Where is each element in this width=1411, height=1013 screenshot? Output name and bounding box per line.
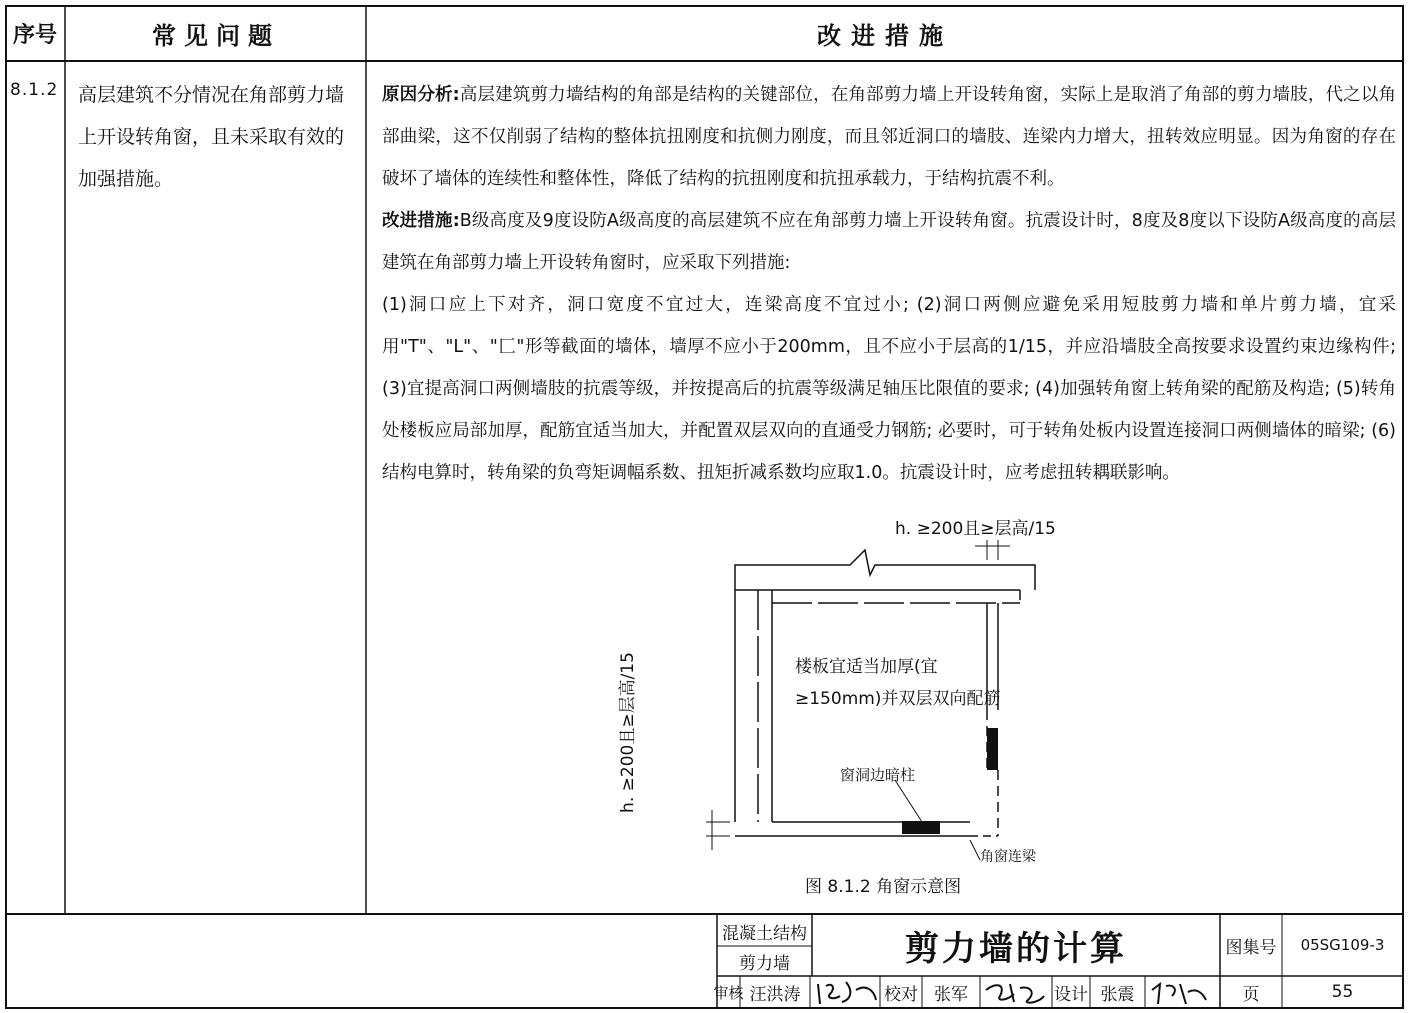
side-dimension-label: h. ≥200且≥层高/15 <box>617 652 638 813</box>
wall-end-column <box>987 728 998 770</box>
atlas-number: 05SG109-3 <box>1300 936 1385 954</box>
page-label: 页 <box>1242 984 1260 1005</box>
measure-label: 改进措施: <box>382 211 460 231</box>
header-seq: 序号 <box>12 22 57 48</box>
cause-paragraph <box>382 74 1396 200</box>
reviewer-name: 汪洪涛 <box>749 984 801 1005</box>
header-problem: 常见问题 <box>152 21 280 50</box>
problem-description: 高层建筑不分情况在角部剪力墙上开设转角窗，且未采取有效的加强措施。 <box>78 84 345 190</box>
window-edge-column <box>902 821 940 834</box>
top-dimension-label: h. ≥200且≥层高/15 <box>895 519 1056 539</box>
row-seq-number: 8.1.2 <box>10 80 59 100</box>
drawing-title: 剪力墙的计算 <box>905 928 1127 969</box>
atlas-number-label: 图集号 <box>1225 937 1277 958</box>
column-note: 窗洞边暗柱 <box>840 766 916 784</box>
slab-note-line-1: 楼板宜适当加厚(宜 <box>795 657 938 677</box>
corner-window-diagram <box>617 510 1110 900</box>
subcategory-label: 剪力墙 <box>739 953 790 974</box>
cause-text: 高层建筑剪力墙结构的角部是结构的关键部位，在角部剪力墙上开设转角窗，实际上是取消了角部的剪力墙肢，代之以角部曲梁，这不仅削弱了结构的整体抗扭刚度和抗侧力刚度，而且邻近洞口的墙肢、连梁内力增大，扭转效应明显。因为角窗的存在破坏了墙体的连续性和整体性，降低了结构的抗扭刚度和抗扭承载力，于结构抗震不利。 <box>382 85 1397 189</box>
category-label: 混凝土结构 <box>722 923 807 944</box>
slab-note-line-2: ≥150mm)并双层双向配筋 <box>795 689 1001 709</box>
cause-label: 原因分析: <box>382 85 460 105</box>
measures-detail: (1)洞口应上下对齐，洞口宽度不宜过大，连梁高度不宜过小; (2)洞口两侧应避免采用短肢剪力墙和单片剪力墙，宜采用"T"、"L"、"匚"形等截面的墙体，墙厚不应小于200mm，且不应小于层高的1/15，并应沿墙肢全高按要求设置约束边缘构件; (3)宜提高洞口两侧墙肢的抗震等级，并按提高后的抗震等级满足轴压比限值的要求; (4)加强转角窗上转角梁的配筋及构造; (5)转角处楼板应局部加厚，配筋宜适当加大，并配置双层双向的直通受力钢筋; 必要时，可于转角处板内设置连接洞口两侧墙体的暗梁; (6)结构电算时，转角梁的负弯矩调幅系数、扭矩折减系数均应取1.0。抗震设计时，应考虑扭转耦联影响。 <box>382 295 1396 483</box>
check-label: 校对 <box>884 984 918 1005</box>
page-number: 55 <box>1331 982 1354 1002</box>
improvement-text <box>382 74 1396 494</box>
header-improvement: 改进措施 <box>817 21 953 50</box>
figure-caption: 图 8.1.2 角窗示意图 <box>805 877 962 897</box>
designer-name: 张震 <box>1100 984 1135 1005</box>
measure-text: B级高度及9度设防A级高度的高层建筑不应在角部剪力墙上开设转角窗。抗震设计时，8度及8度以下设防A级高度的高层建筑在角部剪力墙上开设转角窗时，应采取下列措施: <box>382 211 1396 273</box>
beam-note: 角窗连梁 <box>980 849 1036 865</box>
measure-paragraph <box>382 200 1396 284</box>
review-label: 审核 <box>713 983 744 1002</box>
checker-name: 张军 <box>934 984 968 1005</box>
design-label: 设计 <box>1054 984 1088 1005</box>
